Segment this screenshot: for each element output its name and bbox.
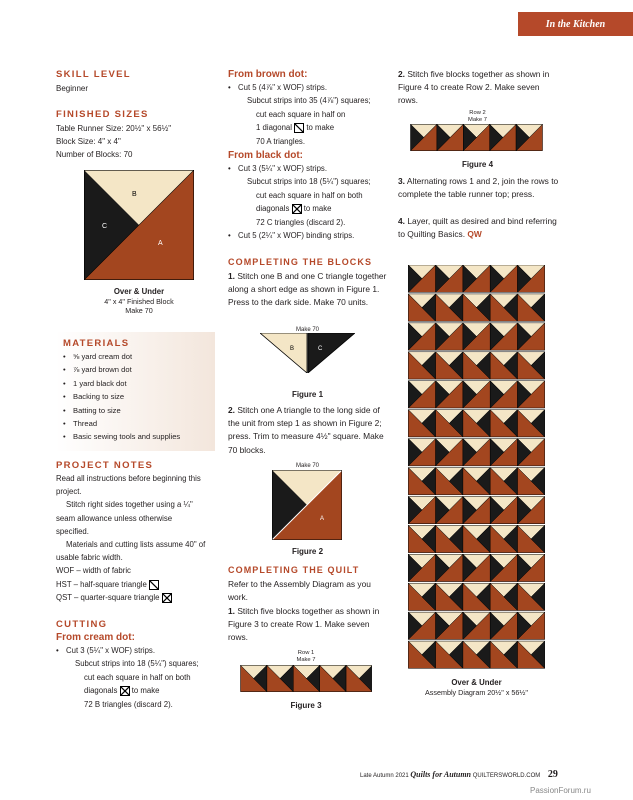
material-item: • Batting to size bbox=[63, 404, 213, 417]
assembly-subtitle: Assembly Diagram 20½" x 56½" bbox=[425, 687, 528, 697]
footer-magazine: Quilts for Autumn bbox=[410, 770, 472, 779]
finished-sizes-list bbox=[56, 122, 226, 162]
figure4-caption: Figure 4 bbox=[461, 160, 494, 169]
assembly-block bbox=[436, 352, 463, 379]
completing-blocks-heading: COMPLETING THE BLOCKS bbox=[228, 257, 373, 267]
note-seam-allowance: Stitch right sides together using a ¼" seam allowance unless otherwise specified. bbox=[56, 500, 193, 536]
assembly-title: Over & Under bbox=[451, 678, 502, 687]
watermark: PassionForum.ru bbox=[530, 786, 591, 795]
assembly-block bbox=[436, 439, 463, 466]
fig1-make: Make 70 bbox=[295, 327, 319, 333]
assembly-block bbox=[408, 583, 435, 610]
qw-end-mark: QW bbox=[467, 229, 482, 240]
footer-site: QUILTERSWORLD.COM bbox=[472, 773, 541, 779]
label-a: A bbox=[158, 240, 163, 247]
assembly-block bbox=[436, 554, 463, 581]
assembly-block bbox=[463, 612, 490, 639]
figure2-diagram bbox=[272, 470, 342, 540]
cream-dot-title: From cream dot: bbox=[56, 632, 135, 643]
assembly-block bbox=[408, 323, 435, 350]
block-size: Block Size: 4" x 4" bbox=[56, 137, 121, 147]
qst-icon bbox=[120, 686, 130, 696]
figure2-caption: Figure 2 bbox=[291, 547, 324, 556]
assembly-block bbox=[463, 323, 490, 350]
assembly-block bbox=[436, 641, 463, 668]
assembly-block bbox=[463, 641, 490, 668]
finished-sizes-heading: FINISHED SIZES bbox=[56, 109, 149, 120]
assembly-caption bbox=[400, 678, 553, 697]
assembly-block bbox=[436, 265, 463, 292]
assembly-block bbox=[490, 583, 517, 610]
assembly-block bbox=[463, 554, 490, 581]
skill-level-value: Beginner bbox=[56, 84, 89, 93]
cutting-heading: CUTTING bbox=[56, 619, 108, 630]
fig1-label-c: C bbox=[318, 346, 323, 352]
assembly-block bbox=[463, 468, 490, 495]
fig4-label: Row 2 Make 7 bbox=[467, 110, 487, 123]
hst-icon bbox=[149, 580, 159, 590]
assembly-block bbox=[490, 439, 517, 466]
assembly-block bbox=[518, 381, 545, 408]
assembly-block bbox=[463, 583, 490, 610]
binding-cut-bullet: • Cut 5 (2¼" x WOF) binding strips. bbox=[228, 229, 398, 242]
figure3-row1-diagram bbox=[240, 665, 372, 692]
assembly-block bbox=[490, 641, 517, 668]
hst-icon bbox=[294, 123, 304, 133]
brown-dot-title: From brown dot: bbox=[228, 69, 308, 80]
assembly-block bbox=[518, 352, 545, 379]
quilt-step4: 4. Layer, quilt as desired and bind referring to Quilting Basics. QW bbox=[398, 216, 557, 240]
assembly-block bbox=[518, 468, 545, 495]
figure1-diagram bbox=[260, 333, 355, 373]
note-read-instructions: Read all instructions before beginning this project. bbox=[56, 474, 201, 497]
block-caption-title: Over & Under bbox=[113, 287, 165, 296]
fig3-label: Row 1 Make 7 bbox=[296, 650, 316, 663]
assembly-block bbox=[490, 496, 517, 523]
assembly-block bbox=[518, 583, 545, 610]
note-qst: QST – quarter-square triangle bbox=[56, 591, 206, 604]
fig1-black-c bbox=[308, 333, 355, 373]
assembly-block bbox=[436, 410, 463, 437]
cream-cut-bullet: • Cut 3 (5¼" x WOF) strips. bbox=[56, 644, 221, 657]
blocks-step1: 1. Stitch one B and one C triangle together along a short edge as shown in Figure 1. Press to the dark side. Make 70 units. bbox=[228, 271, 387, 308]
number-of-blocks: Number of Blocks: 70 bbox=[56, 150, 133, 160]
note-hst: HST – half-square triangle bbox=[56, 578, 206, 591]
quilt-step3: 3. Alternating rows 1 and 2, join the rows to complete the table runner top; press. bbox=[398, 176, 559, 200]
assembly-block bbox=[463, 265, 490, 292]
assembly-block bbox=[490, 265, 517, 292]
fig1-cream-b bbox=[260, 333, 307, 373]
assembly-block bbox=[436, 468, 463, 495]
materials-heading: MATERIALS bbox=[63, 338, 130, 349]
qst-icon bbox=[162, 593, 172, 603]
assembly-block bbox=[436, 583, 463, 610]
assembly-block bbox=[463, 381, 490, 408]
runner-size: Table Runner Size: 20½" x 56½" bbox=[56, 124, 172, 133]
assembly-block bbox=[436, 294, 463, 321]
footer-issue: Late Autumn 2021 bbox=[360, 773, 409, 779]
material-item: • 1 yard black dot bbox=[63, 377, 213, 390]
assembly-block bbox=[518, 525, 545, 552]
figure1-caption: Figure 1 bbox=[291, 390, 324, 399]
assembly-block bbox=[408, 641, 435, 668]
assembly-block bbox=[463, 439, 490, 466]
fig2-make: Make 70 bbox=[295, 463, 319, 469]
page-footer bbox=[360, 769, 558, 780]
quilt-step1: 1. Stitch five blocks together as shown in Figure 3 to create Row 1. Make seven rows. bbox=[228, 606, 380, 643]
assembly-block bbox=[490, 381, 517, 408]
assembly-block bbox=[490, 612, 517, 639]
assembly-block bbox=[490, 525, 517, 552]
blocks-step2: 2. Stitch one A triangle to the long side of the unit from step 1 as shown in Figure 2; press. Trim to measure 4½" square. Make 70 blocks. bbox=[228, 405, 384, 455]
assembly-block bbox=[518, 641, 545, 668]
material-item: • ⅝ yard cream dot bbox=[63, 350, 213, 363]
assembly-block bbox=[518, 612, 545, 639]
fig2-label-a: A bbox=[320, 516, 325, 522]
material-item: • Backing to size bbox=[63, 390, 213, 403]
black-cut-bullet: • Cut 3 (5¼" x WOF) strips. bbox=[228, 162, 398, 175]
black-dot-title: From black dot: bbox=[228, 150, 304, 161]
assembly-block bbox=[408, 554, 435, 581]
assembly-block bbox=[408, 265, 435, 292]
assembly-block bbox=[518, 496, 545, 523]
assembly-block bbox=[463, 352, 490, 379]
brown-dot-instructions: • Cut 5 (4⅞" x WOF) strips. Subcut strips into 35 (4⅞") squares; cut each square in half on 1 diagonal to make 70 A triangles. bbox=[228, 81, 398, 148]
assembly-block bbox=[408, 410, 435, 437]
assembly-block bbox=[408, 352, 435, 379]
assembly-block bbox=[408, 496, 435, 523]
cream-dot-instructions: • Cut 3 (5¼" x WOF) strips. Subcut strips into 18 (5¼") squares; cut each square in half on both diagonals to make 72 B triangles (discard 2). bbox=[56, 644, 221, 711]
assembly-block bbox=[436, 612, 463, 639]
skill-level-heading: SKILL LEVEL bbox=[56, 69, 131, 80]
figure4-row2-diagram bbox=[410, 124, 545, 151]
figure3-caption: Figure 3 bbox=[290, 701, 322, 710]
black-dot-instructions: • Cut 3 (5¼" x WOF) strips. Subcut strips into 18 (5¼") squares; cut each square in half on both diagonals to make 72 C triangles (discard 2). • Cut 5 (2¼" x WOF) binding strips. bbox=[228, 162, 398, 242]
label-c: C bbox=[102, 223, 108, 230]
block-caption bbox=[84, 287, 194, 316]
quilt-step2: 2. Stitch five blocks together as shown in Figure 4 to create Row 2. Make seven rows. bbox=[398, 69, 550, 106]
assembly-block bbox=[463, 410, 490, 437]
project-notes-heading: PROJECT NOTES bbox=[56, 460, 154, 471]
note-fabric-width: Materials and cutting lists assume 40" of usable fabric width. bbox=[56, 540, 206, 563]
quilt-intro: Refer to the Assembly Diagram as you work. bbox=[228, 579, 371, 603]
block-caption-size: 4" x 4" Finished Block bbox=[104, 296, 174, 306]
assembly-diagram bbox=[408, 265, 545, 670]
assembly-block bbox=[408, 381, 435, 408]
assembly-block bbox=[408, 612, 435, 639]
project-notes-body bbox=[56, 472, 206, 604]
assembly-block bbox=[518, 323, 545, 350]
block-caption-make: Make 70 bbox=[125, 306, 153, 315]
page-number: 29 bbox=[547, 769, 558, 780]
assembly-block bbox=[436, 525, 463, 552]
material-item: • Thread bbox=[63, 417, 213, 430]
assembly-block bbox=[408, 439, 435, 466]
assembly-block bbox=[490, 294, 517, 321]
completing-quilt-heading: COMPLETING THE QUILT bbox=[228, 565, 360, 575]
label-b: B bbox=[132, 191, 137, 198]
assembly-block bbox=[463, 525, 490, 552]
assembly-block bbox=[408, 468, 435, 495]
note-wof: WOF – width of fabric bbox=[56, 566, 131, 576]
assembly-block bbox=[490, 468, 517, 495]
assembly-block bbox=[490, 323, 517, 350]
material-item: • ⅞ yard brown dot bbox=[63, 363, 213, 376]
assembly-block bbox=[436, 496, 463, 523]
assembly-block bbox=[518, 554, 545, 581]
assembly-block bbox=[436, 381, 463, 408]
assembly-block bbox=[490, 554, 517, 581]
assembly-block bbox=[518, 439, 545, 466]
assembly-block bbox=[490, 410, 517, 437]
assembly-block bbox=[518, 410, 545, 437]
assembly-block bbox=[408, 294, 435, 321]
assembly-block bbox=[490, 352, 517, 379]
assembly-block bbox=[463, 496, 490, 523]
fig1-label-b: B bbox=[290, 346, 295, 352]
assembly-block bbox=[518, 294, 545, 321]
assembly-block bbox=[408, 525, 435, 552]
material-item: • Basic sewing tools and supplies bbox=[63, 430, 213, 443]
block-diagram bbox=[84, 170, 194, 280]
brown-cut-bullet: • Cut 5 (4⅞" x WOF) strips. bbox=[228, 81, 398, 94]
section-tag: In the Kitchen bbox=[518, 12, 633, 36]
assembly-block bbox=[518, 265, 545, 292]
assembly-block bbox=[436, 323, 463, 350]
qst-icon bbox=[292, 204, 302, 214]
materials-list bbox=[63, 350, 213, 444]
assembly-block bbox=[463, 294, 490, 321]
